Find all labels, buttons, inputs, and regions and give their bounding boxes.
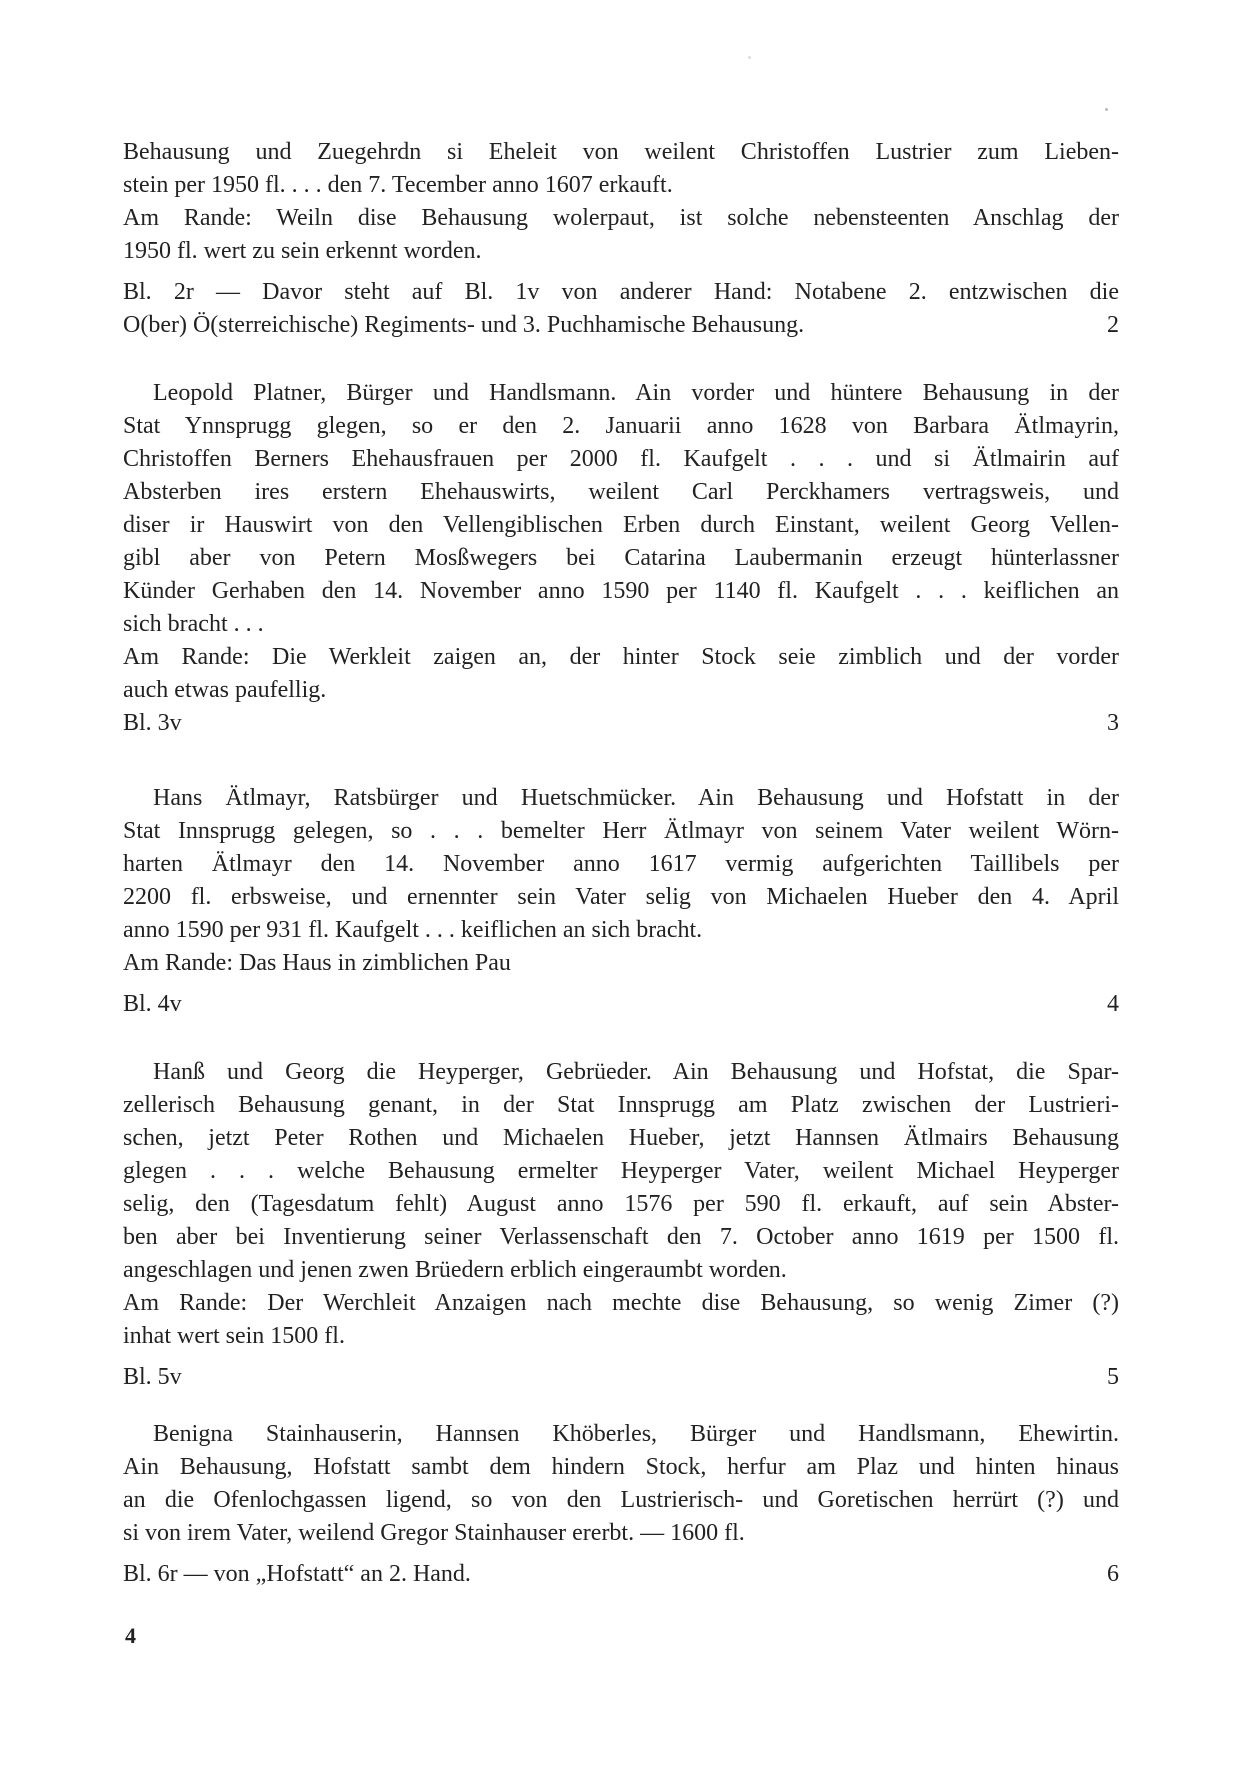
entry-block-heyperger (123, 1056, 1119, 1394)
entry-heading-line: Hanß und Georg die Heyperger, Gebrüeder. Ain Behausung und Hofstat, die Spar- (153, 1059, 1119, 1085)
page-number: 4 (125, 1623, 136, 1648)
folio-reference (123, 309, 1119, 342)
folio-reference (123, 1361, 1119, 1394)
text-line: Künder Gerhaben den 14. November anno 1590 per 1140 fl. Kaufgelt . . . keiflichen an (123, 578, 1119, 604)
text-line: Behausung und Zuegehrdn si Eheleit von weilent Christoffen Lustrier zum Lieben- (123, 139, 1119, 165)
text-line: Absterben ires erstern Ehehauswirts, weilent Carl Perckhamers vertragsweis, und (123, 479, 1119, 505)
folio-reference-text: Bl. 3v (123, 710, 182, 736)
text-line: inhat wert sein 1500 fl. (123, 1323, 345, 1349)
folio-reference-text: O(ber) Ö(sterreichische) Regiments- und 3. Puchhamische Behausung. (123, 312, 805, 338)
folio-reference (123, 707, 1119, 740)
text-line: schen, jetzt Peter Rothen und Michaelen Hueber, jetzt Hannsen Ätlmairs Behausung (123, 1125, 1119, 1151)
entry-number: 3 (1107, 710, 1119, 736)
entry-block-stainhauserin (123, 1418, 1119, 1591)
text-line: sich bracht . . . (123, 611, 264, 637)
folio-reference-text: Bl. 4v (123, 991, 182, 1017)
entry-block-platner (123, 377, 1119, 740)
text-line: gibl aber von Petern Mosßwegers bei Catarina Laubermanin erzeugt hünterlassner (123, 545, 1119, 571)
text-line: Am Rande: Die Werkleit zaigen an, der hinter Stock seie zimblich und der vorder (123, 644, 1119, 670)
text-line: si von irem Vater, weilend Gregor Stainhauser ererbt. — 1600 fl. (123, 1520, 745, 1546)
folio-reference-text: Bl. 6r — von „Hofstatt“ an 2. Hand. (123, 1561, 471, 1587)
text-line: diser ir Hauswirt von den Vellengiblischen Erben durch Einstant, weilent Georg Vellen- (123, 512, 1119, 538)
entry-heading-line: Benigna Stainhauserin, Hannsen Khöberles, Bürger und Handlsmann, Ehewirtin. (153, 1421, 1119, 1447)
entry-number: 2 (1107, 312, 1119, 338)
text-line: Am Rande: Das Haus in zimblichen Pau (123, 950, 511, 976)
text-line: Stat Ynnsprugg glegen, so er den 2. Januarii anno 1628 von Barbara Ätlmayrin, (123, 413, 1119, 439)
text-line: 1950 fl. wert zu sein erkennt worden. (123, 238, 482, 264)
text-line: zellerisch Behausung genant, in der Stat Innsprugg am Platz zwischen der Lustrieri- (123, 1092, 1119, 1118)
text-line: Bl. 2r — Davor steht auf Bl. 1v von anderer Hand: Notabene 2. entzwischen die (123, 279, 1119, 305)
entry-number: 4 (1107, 991, 1119, 1017)
text-line: an die Ofenlochgassen ligend, so von den Lustrierisch- und Goretischen herrürt (?) und (123, 1487, 1119, 1513)
entry-block-atlmayr (123, 782, 1119, 1021)
text-line: selig, den (Tagesdatum fehlt) August anno 1576 per 590 fl. erkauft, auf sein Abster- (123, 1191, 1119, 1217)
text-line: anno 1590 per 931 fl. Kaufgelt . . . keiflichen an sich bracht. (123, 917, 703, 943)
text-line: Stat Innsprugg gelegen, so . . . bemelter Herr Ätlmayr von seinem Vater weilent Wörn- (123, 818, 1119, 844)
entry-heading-line: Leopold Platner, Bürger und Handlsmann. Ain vorder und hüntere Behausung in der (153, 380, 1119, 406)
scan-speck (748, 56, 751, 59)
text-line: 2200 fl. erbsweise, und ernennter sein Vater selig von Michaelen Hueber den 4. April (123, 884, 1119, 910)
text-line: Christoffen Berners Ehehausfrauen per 2000 fl. Kaufgelt . . . und si Ätlmairin auf (123, 446, 1119, 472)
folio-reference-text: Bl. 5v (123, 1364, 182, 1390)
text-line: Ain Behausung, Hofstatt sambt dem hindern Stock, herfur am Plaz und hinten hinaus (123, 1454, 1119, 1480)
scan-speck (1105, 108, 1108, 111)
text-line: auch etwas paufellig. (123, 677, 327, 703)
text-line: glegen . . . welche Behausung ermelter Heyperger Vater, weilent Michael Heyperger (123, 1158, 1119, 1184)
entry-number: 6 (1107, 1561, 1119, 1587)
text-line: stein per 1950 fl. . . . den 7. Tecember anno 1607 erkauft. (123, 172, 673, 198)
entry-heading-line: Hans Ätlmayr, Ratsbürger und Huetschmücker. Ain Behausung und Hofstatt in der (153, 785, 1119, 811)
text-line: Am Rande: Der Werchleit Anzaigen nach mechte dise Behausung, so wenig Zimer (?) (123, 1290, 1119, 1316)
text-line: Am Rande: Weiln dise Behausung wolerpaut, ist solche nebensteenten Anschlag der (123, 205, 1119, 231)
text-line: ben aber bei Inventierung seiner Verlassenschaft den 7. October anno 1619 per 1500 fl. (123, 1224, 1119, 1250)
folio-reference (123, 1558, 1119, 1591)
entry-block-continuation (123, 136, 1119, 342)
entry-number: 5 (1107, 1364, 1119, 1390)
text-line: harten Ätlmayr den 14. November anno 1617 vermig aufgerichten Taillibels per (123, 851, 1119, 877)
text-line: angeschlagen und jenen zwen Brüedern erblich eingeraumbt worden. (123, 1257, 787, 1283)
folio-reference (123, 988, 1119, 1021)
